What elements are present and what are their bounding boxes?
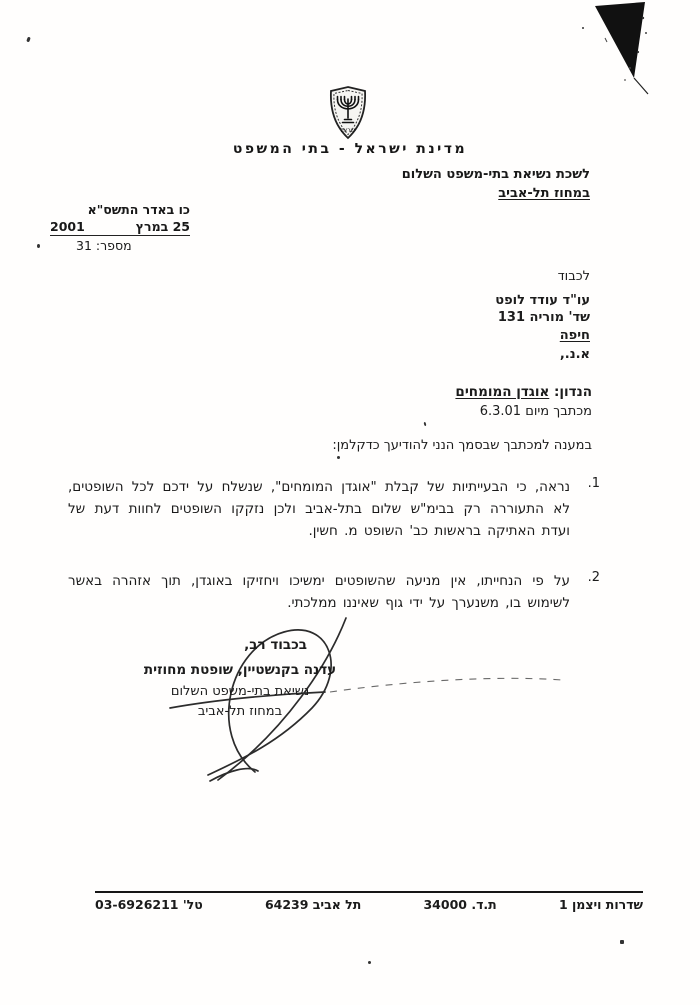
footer-phone: טל' 03-6926211 (95, 897, 203, 912)
paragraph-1-text: נראה, כי הבעייתיות של קבלת "אוגדן המומחים", שנשלח על ידכם לכל השופטים, לא התעוררה רק בבימ"ש שלום בתל-אביב ולכן נזקקו השופטים לחוות דעת של ועדת האתיקה בראשות כב' השופט מ. חשין. (68, 479, 570, 539)
signer-role-1: נשיאת בתי-משפט השלום (170, 684, 310, 699)
paragraph-2 (68, 570, 600, 614)
scan-speck (368, 961, 371, 964)
subject-value: אוגדן המומחים (455, 384, 550, 400)
recipient-block (495, 268, 590, 344)
closing-line: בכבוד רב, (244, 637, 307, 653)
recipient-street: שד' מוריה 131 (497, 310, 590, 325)
recipient-salutation: לכבוד (557, 269, 590, 284)
paragraph-2-text: על פי הנחייתו, אין מניעה שהשופטים ימשיכו ויחזיקו באוגדן, תוך אזהרה באשר לשימוש בו, משנערך על ידי גוף שאיננו ממלכתי. (68, 573, 570, 611)
letter-number: מספר: 31 (76, 238, 132, 253)
scan-speck (37, 244, 40, 248)
subject-line (455, 383, 592, 402)
signer-role-2: במחוז תל-אביב (197, 704, 283, 719)
footer-address-row (95, 897, 643, 912)
intro-line: במענה למכתבך שבסמך הנני להודיעך כדקלמן: (332, 438, 592, 453)
scan-speck (582, 27, 584, 29)
office-block (402, 165, 590, 203)
scan-speck (424, 422, 427, 426)
gregorian-date (50, 219, 190, 236)
date-day-month: 25 במרץ (135, 219, 190, 234)
signer-name: עדנה בקנשטיין, שופטת מחוזית (143, 662, 337, 678)
date-year: 2001 (50, 219, 85, 234)
paragraph-1-number: 1. (587, 476, 600, 491)
scan-artifact-corner (585, 0, 665, 100)
subject-reference: מכתבך מיום 6.3.01 (479, 404, 592, 419)
scan-speck (26, 37, 31, 43)
footer-pob: ת.ד. 34000 (423, 897, 497, 912)
scan-speck (337, 456, 340, 459)
emblem-caption: ישראל (339, 127, 357, 134)
israel-state-emblem-icon (328, 86, 368, 140)
greeting: א.נ., (559, 347, 590, 362)
date-block (50, 202, 190, 253)
subject-block (455, 383, 592, 421)
scan-speck (620, 940, 624, 944)
subject-label: הנדון: (549, 384, 592, 400)
office-line1: לשכת נשיאת בתי-משפט השלום (401, 167, 590, 182)
recipient-city: חיפה (559, 327, 590, 343)
office-line2: במחוז תל-אביב (498, 186, 590, 201)
recipient-name: עו"ד עודד לופט (495, 292, 590, 308)
document-title: מדינת ישראל - בתי המשפט (232, 141, 468, 157)
paragraph-1 (68, 476, 600, 542)
hebrew-date: כו באדר התשס"א (87, 202, 190, 217)
paragraph-2-number: 2. (587, 570, 600, 585)
handwritten-signature (80, 612, 580, 787)
footer-city-zip: תל אביב 64239 (264, 897, 362, 912)
footer-street: שדרות ויצמן 1 (558, 897, 643, 912)
footer-rule (95, 891, 643, 893)
